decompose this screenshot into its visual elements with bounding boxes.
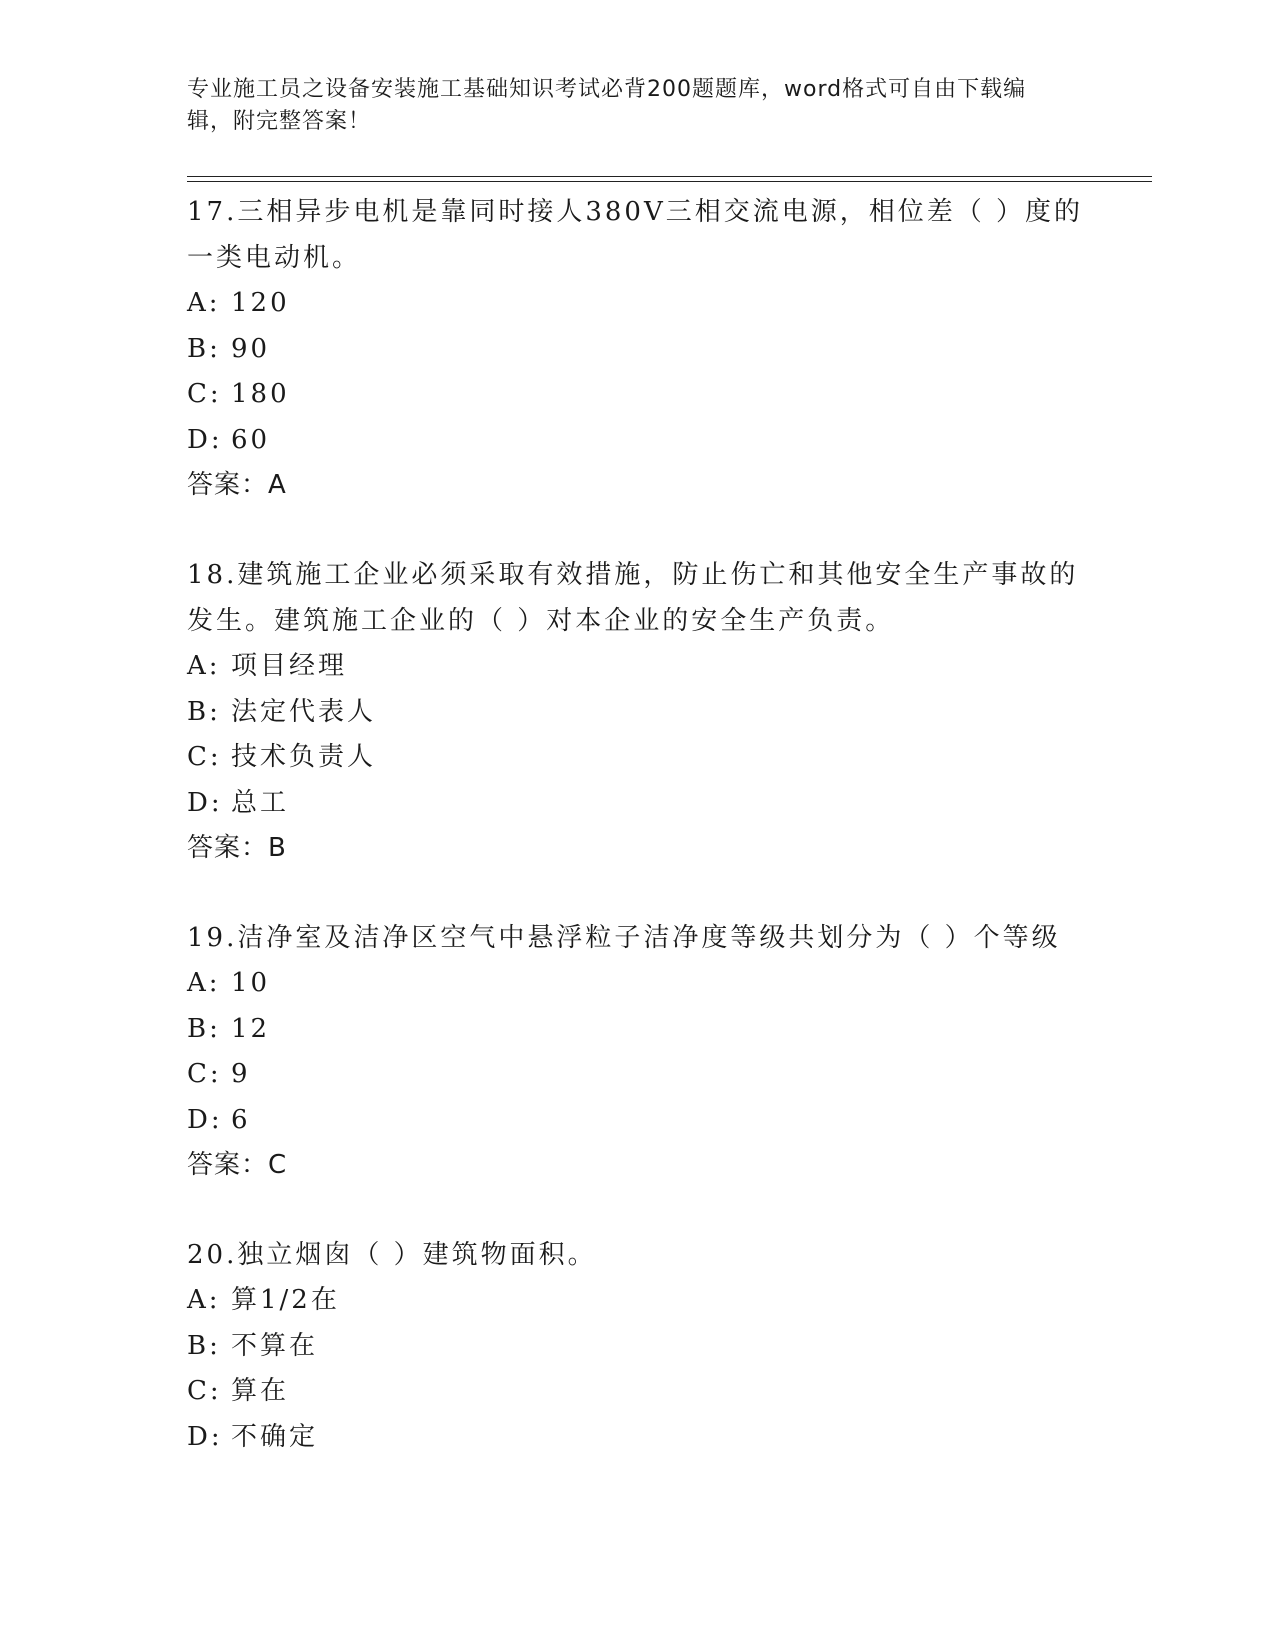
option-text: 项目经理 bbox=[231, 651, 348, 681]
option-b bbox=[187, 690, 1087, 736]
option-text: 算1/2在 bbox=[231, 1285, 340, 1315]
question-18 bbox=[187, 552, 1087, 871]
option-letter: C: bbox=[187, 1059, 222, 1089]
option-text: 10 bbox=[231, 968, 271, 998]
option-d bbox=[187, 781, 1087, 827]
option-c bbox=[187, 372, 1087, 418]
header-divider-top bbox=[187, 176, 1152, 177]
question-20 bbox=[187, 1232, 1087, 1460]
option-letter: D: bbox=[187, 787, 223, 818]
option-text: 90 bbox=[231, 333, 271, 364]
option-letter: A: bbox=[187, 288, 221, 318]
option-text: 12 bbox=[231, 1013, 271, 1044]
option-b bbox=[187, 1324, 1087, 1370]
option-text: 60 bbox=[231, 424, 271, 455]
question-stem: 18.建筑施工企业必须采取有效措施，防止伤亡和其他安全生产事故的发生。建筑施工企业的（ ）对本企业的安全生产负责。 bbox=[187, 560, 1079, 636]
question-stem: 19.洁净室及洁净区空气中悬浮粒子洁净度等级共划分为（ ）个等级 bbox=[187, 923, 1061, 953]
option-b bbox=[187, 327, 1087, 373]
option-text: 技术负责人 bbox=[231, 742, 377, 772]
question-19 bbox=[187, 915, 1087, 1188]
question-stem: 20.独立烟囱（ ）建筑物面积。 bbox=[187, 1240, 597, 1270]
document-title: 专业施工员之设备安装施工基础知识考试必背200题题库，word格式可自由下载编辑，附完整答案！ bbox=[187, 77, 1027, 134]
option-d bbox=[187, 418, 1087, 464]
question-17 bbox=[187, 189, 1087, 508]
option-a bbox=[187, 1278, 1087, 1324]
option-letter: A: bbox=[187, 1285, 221, 1315]
option-c bbox=[187, 1052, 1087, 1098]
answer-line: 答案：B bbox=[187, 833, 287, 863]
option-text: 不算在 bbox=[231, 1330, 319, 1361]
option-text: 总工 bbox=[231, 787, 290, 818]
answer-line: 答案：A bbox=[187, 470, 287, 500]
question-stem: 17.三相异步电机是靠同时接人380V三相交流电源，相位差（ ）度的一类电动机。 bbox=[187, 197, 1084, 273]
option-a bbox=[187, 281, 1087, 327]
option-letter: D: bbox=[187, 1104, 223, 1135]
option-a bbox=[187, 961, 1087, 1007]
option-a bbox=[187, 644, 1087, 690]
option-b bbox=[187, 1007, 1087, 1053]
option-text: 180 bbox=[231, 379, 290, 409]
option-letter: B: bbox=[187, 1330, 221, 1361]
option-d bbox=[187, 1098, 1087, 1144]
option-letter: D: bbox=[187, 1421, 223, 1452]
option-text: 算在 bbox=[231, 1376, 290, 1406]
answer-line: 答案：C bbox=[187, 1150, 288, 1180]
option-text: 法定代表人 bbox=[231, 696, 377, 727]
option-letter: B: bbox=[187, 1013, 221, 1044]
option-text: 9 bbox=[231, 1059, 251, 1089]
option-letter: C: bbox=[187, 742, 222, 772]
option-letter: C: bbox=[187, 1376, 222, 1406]
option-text: 6 bbox=[231, 1104, 251, 1135]
option-d bbox=[187, 1415, 1087, 1461]
option-c bbox=[187, 735, 1087, 781]
option-letter: A: bbox=[187, 651, 221, 681]
option-letter: A: bbox=[187, 968, 221, 998]
option-text: 120 bbox=[231, 288, 290, 318]
option-c bbox=[187, 1369, 1087, 1415]
option-letter: C: bbox=[187, 379, 222, 409]
option-letter: B: bbox=[187, 333, 221, 364]
header-divider-bottom bbox=[187, 181, 1152, 182]
option-letter: D: bbox=[187, 424, 223, 455]
option-text: 不确定 bbox=[231, 1421, 319, 1452]
option-letter: B: bbox=[187, 696, 221, 727]
